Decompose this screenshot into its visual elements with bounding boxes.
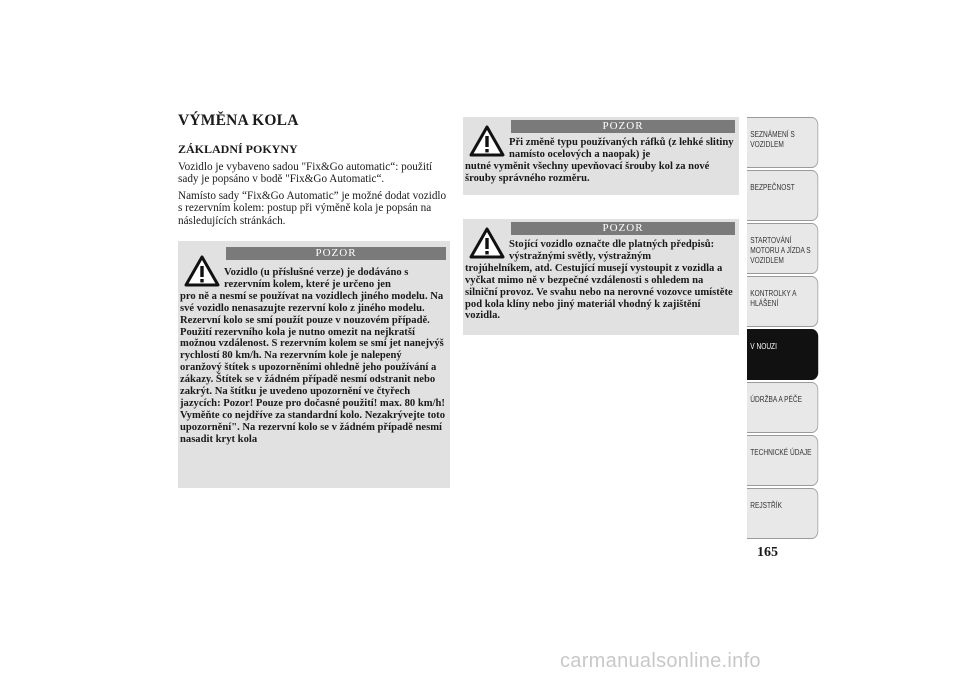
- warning-box-spare-wheel: [178, 241, 450, 488]
- watermark: carmanualsonline.info: [560, 650, 761, 672]
- page-number: 165: [757, 545, 778, 560]
- warning-box-stationary-vehicle: [463, 219, 739, 335]
- tab-startovani[interactable]: STARTOVÁNÍ MOTORU A JÍZDA S VOZIDLEM: [747, 223, 818, 274]
- tab-seznameni[interactable]: SEZNÁMENÍ S VOZIDLEM: [747, 117, 818, 168]
- warning-text-first: Stojící vozidlo označte dle platných předpisů: výstražnými světly, výstražným: [509, 239, 715, 262]
- tab-v-nouzi[interactable]: V NOUZI: [747, 329, 818, 380]
- tab-technicke-udaje[interactable]: TECHNICKÉ ÚDAJE: [747, 435, 818, 486]
- warning-text-rest: pro ně a nesmí se používat na vozidlech jiného modelu. Na své vozidlo nenasazujte rezervní kolo z jiného modelu. Rezervní kolo se smí použít pouze v nouzovém případě. Použití rezervního kola je nutno omezit na nejkratší možnou vzdálenost. S rezervním kolem se smí jet nanejvýš rychlostí 80 km/h. Na rezervním kole je nalepený oranžový štítek s upozorněními ohledně jeho používání a zákazy. Štítek se v žádném případě nesmí odstranit nebo zakrýt. Na štítku je uvedeno upozornění ve čtyřech jazycích: Pozor! Pouze pro dočasné použití! max. 80 km/h! Vyměňte co nejdříve za standardní kolo. Nezakrývejte toto upozornění". Na rezervní kolo se v žádném případě nesmí nasadit kryt kola: [180, 290, 445, 445]
- main-text-column: [178, 112, 450, 231]
- warning-text-rest: nutné vyměnit všechny upevňovací šrouby kol za nové šrouby správného rozměru.: [465, 160, 710, 184]
- warning-text-first: Při změně typu používaných ráfků (z lehké slitiny namísto ocelových a naopak) je: [509, 137, 734, 160]
- warning-label: POZOR: [511, 222, 735, 235]
- tab-udrzba[interactable]: ÚDRŽBA A PÉČE: [747, 382, 818, 433]
- warning-text: [465, 137, 735, 185]
- warning-text-rest: trojúhelníkem, atd. Cestující musejí vystoupit z vozidla a vyčkat mimo ně v bezpečné vzdálenosti s ohledem na silniční provoz. Ve svahu nebo na nerovné vozovce umístěte pod kola klíny nebo jiný materiál vhodný k zajištění vozidla.: [465, 262, 733, 322]
- chapter-tabs: [747, 117, 819, 541]
- warning-text: [180, 267, 446, 446]
- tab-kontrolky[interactable]: KONTROLKY A HLÁŠENÍ: [747, 276, 818, 327]
- paragraph: Namísto sady “Fix&Go Automatic” je možné dodat vozidlo s rezervním kolem: postup při výměně kola je popsán na následujících stránkách.: [178, 189, 447, 227]
- section-subtitle: ZÁKLADNÍ POKYNY: [178, 142, 298, 156]
- warning-box-rims: [463, 117, 739, 195]
- paragraph: Vozidlo je vybaveno sadou "Fix&Go automatic“: použití sady je popsáno v bodě "Fix&Go Automatic“.: [178, 161, 433, 186]
- page-title: VÝMĚNA KOLA: [178, 112, 299, 129]
- tab-bezpecnost[interactable]: BEZPEČNOST: [747, 170, 818, 221]
- warning-text-first: Vozidlo (u příslušné verze) je dodáváno s rezervním kolem, které je určeno jen: [224, 267, 409, 290]
- warning-text: [465, 239, 735, 322]
- tab-rejstrik[interactable]: REJSTŘÍK: [747, 488, 818, 539]
- warning-label: POZOR: [226, 247, 446, 260]
- warning-label: POZOR: [511, 120, 735, 133]
